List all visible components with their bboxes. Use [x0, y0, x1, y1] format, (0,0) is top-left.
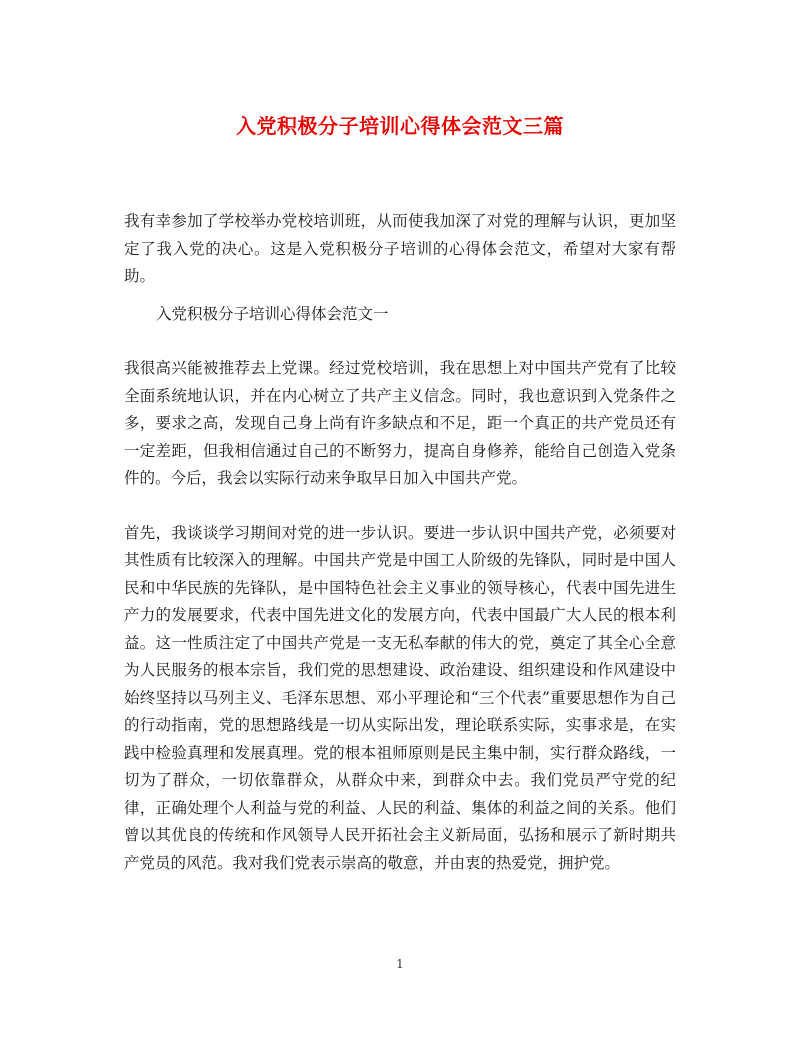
paragraph-spacer [124, 328, 676, 355]
document-title: 入党积极分子培训心得体会范文三篇 [236, 114, 564, 138]
intro-paragraph: 我有幸参加了学校举办党校培训班，从而使我加深了对党的理解与认识，更加坚定了我入党的决心。这是入党积极分子培训的心得体会范文，希望对大家有帮助。 [124, 212, 676, 285]
paragraph-spacer [124, 493, 676, 520]
section-subheading: 入党积极分子培训心得体会范文一 [156, 304, 389, 323]
document-body [124, 208, 676, 877]
body-paragraph-2: 首先，我谈谈学习期间对党的进一步认识。要进一步认识中国共产党，必须要对其性质有比较深入的理解。中国共产党是中国工人阶级的先锋队，同时是中国人民和中华民族的先锋队，是中国特色社会主义事业的领导核心，代表中国先进生产力的发展要求，代表中国先进文化的发展方向，代表中国最广大人民的根本利益。这一性质注定了中国共产党是一支无私奉献的伟大的党，奠定了其全心全意为人民服务的根本宗旨，我们党的思想建设、政治建设、组织建设和作风建设中始终坚持以马列主义、毛泽东思想、邓小平理论和“三个代表”重要思想作为自己的行动指南，党的思想路线是一切从实际出发，理论联系实际，实事求是，在实践中检验真理和发展真理。党的根本祖师原则是民主集中制，实行群众路线，一切为了群众，一切依靠群众，从群众中来，到群众中去。我们党员严守党的纪律，正确处理个人利益与党的利益、人民的利益、集体的利益之间的关系。他们曾以其优良的传统和作风领导人民开拓社会主义新局面，弘扬和展示了新时期共产党员的风范。我对我们党表示崇高的敬意，并由衷的热爱党，拥护党。 [124, 523, 676, 872]
page-number: 1 [396, 957, 404, 971]
body-paragraph-1: 我很高兴能被推荐去上党课。经过党校培训，我在思想上对中国共产党有了比较全面系统地认识，并在内心树立了共产主义信念。同时，我也意识到入党条件之多，要求之高，发现自己身上尚有许多缺点和不足，距一个真正的共产党员还有一定差距，但我相信通过自己的不断努力，提高自身修养，能给自己创造入党条件的。今后，我会以实际行动来争取早日加入中国共产党。 [124, 359, 676, 487]
